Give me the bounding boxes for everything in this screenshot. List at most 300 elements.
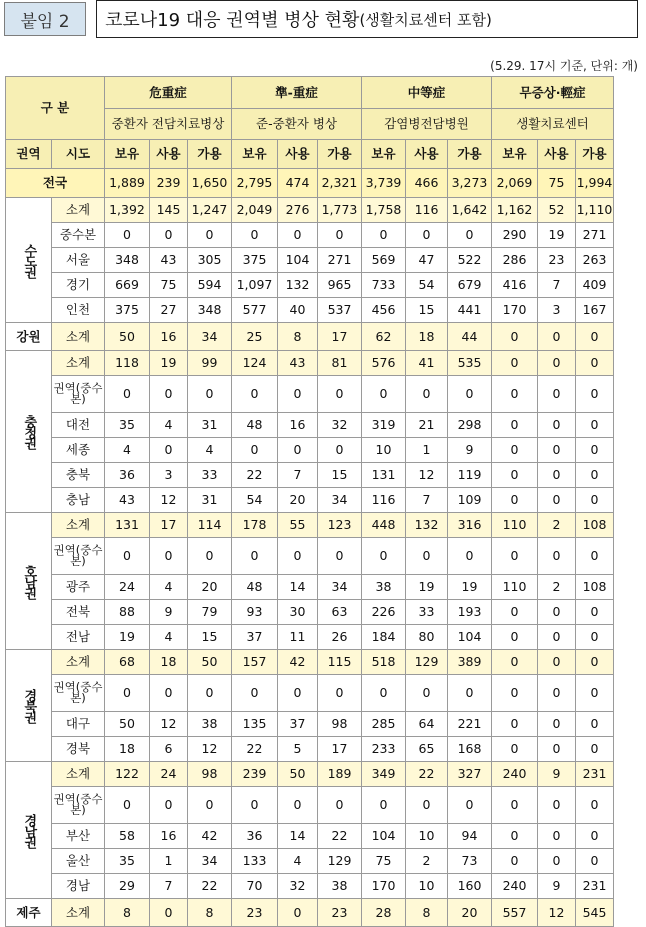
value-cell: 0 — [406, 675, 448, 712]
value-cell: 0 — [538, 737, 576, 762]
value-cell: 38 — [188, 712, 232, 737]
value-cell: 0 — [492, 538, 538, 575]
value-cell: 124 — [232, 351, 278, 376]
national-value: 75 — [538, 169, 576, 198]
value-cell: 0 — [576, 650, 614, 675]
table-row — [6, 463, 614, 488]
table-row — [6, 737, 614, 762]
value-cell: 0 — [492, 376, 538, 413]
header-gubun: 구 분 — [6, 77, 105, 140]
header-metric: 사용 — [406, 140, 448, 169]
value-cell: 36 — [232, 824, 278, 849]
value-cell: 0 — [318, 438, 362, 463]
value-cell: 0 — [278, 376, 318, 413]
value-cell: 70 — [232, 874, 278, 899]
value-cell: 0 — [318, 376, 362, 413]
value-cell: 94 — [448, 824, 492, 849]
value-cell: 75 — [362, 849, 406, 874]
sido-label: 권역(중수본) — [52, 675, 105, 712]
value-cell: 0 — [105, 538, 150, 575]
value-cell: 0 — [576, 376, 614, 413]
value-cell: 535 — [448, 351, 492, 376]
value-cell: 19 — [406, 575, 448, 600]
value-cell: 0 — [492, 650, 538, 675]
sido-label: 세종 — [52, 438, 105, 463]
attachment-tag-label: 붙임 2 — [20, 11, 70, 32]
value-cell: 42 — [278, 650, 318, 675]
table-row — [6, 824, 614, 849]
value-cell: 20 — [448, 899, 492, 927]
value-cell: 537 — [318, 298, 362, 323]
value-cell: 4 — [105, 438, 150, 463]
value-cell: 38 — [318, 874, 362, 899]
value-cell: 0 — [538, 625, 576, 650]
value-cell: 131 — [105, 513, 150, 538]
value-cell: 0 — [278, 787, 318, 824]
value-cell: 0 — [576, 625, 614, 650]
value-cell: 0 — [492, 675, 538, 712]
value-cell: 32 — [278, 874, 318, 899]
value-cell: 0 — [232, 223, 278, 248]
national-value: 2,795 — [232, 169, 278, 198]
value-cell: 221 — [448, 712, 492, 737]
header-metric: 보유 — [492, 140, 538, 169]
value-cell: 0 — [150, 223, 188, 248]
header-group-sub: 감염병전담병원 — [362, 109, 492, 140]
header-group-name: 危重症 — [105, 77, 232, 109]
header-metric: 사용 — [538, 140, 576, 169]
value-cell: 456 — [362, 298, 406, 323]
header-metric: 가용 — [188, 140, 232, 169]
value-cell: 348 — [105, 248, 150, 273]
value-cell: 12 — [188, 737, 232, 762]
value-cell: 0 — [362, 675, 406, 712]
sido-label: 소계 — [52, 899, 105, 927]
value-cell: 0 — [448, 223, 492, 248]
value-cell: 12 — [150, 488, 188, 513]
region-label: 호남권 — [6, 513, 52, 650]
value-cell: 110 — [492, 513, 538, 538]
value-cell: 19 — [150, 351, 188, 376]
value-cell: 0 — [492, 600, 538, 625]
value-cell: 48 — [232, 575, 278, 600]
value-cell: 4 — [150, 625, 188, 650]
value-cell: 123 — [318, 513, 362, 538]
value-cell: 19 — [538, 223, 576, 248]
value-cell: 0 — [492, 824, 538, 849]
value-cell: 0 — [538, 538, 576, 575]
sido-label: 인천 — [52, 298, 105, 323]
value-cell: 0 — [188, 223, 232, 248]
value-cell: 0 — [362, 538, 406, 575]
table-row — [6, 849, 614, 874]
value-cell: 286 — [492, 248, 538, 273]
table-row — [6, 712, 614, 737]
region-label: 충청권 — [6, 351, 52, 513]
value-cell: 35 — [105, 849, 150, 874]
value-cell: 116 — [406, 198, 448, 223]
value-cell: 240 — [492, 874, 538, 899]
national-value: 1,994 — [576, 169, 614, 198]
value-cell: 0 — [576, 600, 614, 625]
value-cell: 0 — [576, 413, 614, 438]
value-cell: 276 — [278, 198, 318, 223]
header-region: 권역 — [6, 140, 52, 169]
table-row — [6, 298, 614, 323]
value-cell: 20 — [188, 575, 232, 600]
value-cell: 569 — [362, 248, 406, 273]
value-cell: 93 — [232, 600, 278, 625]
header-row-groups — [6, 77, 614, 109]
value-cell: 15 — [188, 625, 232, 650]
value-cell: 23 — [538, 248, 576, 273]
value-cell: 4 — [150, 413, 188, 438]
value-cell: 108 — [576, 513, 614, 538]
subtotal-row — [6, 650, 614, 675]
value-cell: 0 — [188, 376, 232, 413]
sido-label: 소계 — [52, 198, 105, 223]
value-cell: 48 — [232, 413, 278, 438]
value-cell: 0 — [576, 712, 614, 737]
header-group-sub: 생활치료센터 — [492, 109, 614, 140]
value-cell: 0 — [492, 438, 538, 463]
value-cell: 38 — [362, 575, 406, 600]
value-cell: 18 — [150, 650, 188, 675]
value-cell: 20 — [278, 488, 318, 513]
value-cell: 0 — [538, 488, 576, 513]
sido-label: 대전 — [52, 413, 105, 438]
value-cell: 0 — [232, 438, 278, 463]
national-label: 전국 — [6, 169, 105, 198]
table-row — [6, 248, 614, 273]
sido-label: 울산 — [52, 849, 105, 874]
value-cell: 0 — [150, 787, 188, 824]
value-cell: 9 — [448, 438, 492, 463]
value-cell: 14 — [278, 575, 318, 600]
header-metric: 가용 — [576, 140, 614, 169]
value-cell: 19 — [105, 625, 150, 650]
value-cell: 0 — [232, 376, 278, 413]
value-cell: 131 — [362, 463, 406, 488]
value-cell: 79 — [188, 600, 232, 625]
value-cell: 160 — [448, 874, 492, 899]
value-cell: 0 — [492, 413, 538, 438]
value-cell: 24 — [150, 762, 188, 787]
value-cell: 0 — [150, 438, 188, 463]
header-group-sub: 준-중환자 병상 — [232, 109, 362, 140]
value-cell: 0 — [318, 787, 362, 824]
value-cell: 5 — [278, 737, 318, 762]
table-row — [6, 675, 614, 712]
value-cell: 0 — [576, 488, 614, 513]
value-cell: 9 — [538, 874, 576, 899]
value-cell: 27 — [150, 298, 188, 323]
value-cell: 24 — [105, 575, 150, 600]
value-cell: 0 — [492, 625, 538, 650]
value-cell: 0 — [492, 737, 538, 762]
value-cell: 1 — [150, 849, 188, 874]
value-cell: 0 — [538, 413, 576, 438]
sido-label: 전남 — [52, 625, 105, 650]
value-cell: 178 — [232, 513, 278, 538]
table-row — [6, 438, 614, 463]
value-cell: 0 — [318, 675, 362, 712]
value-cell: 518 — [362, 650, 406, 675]
value-cell: 0 — [448, 376, 492, 413]
value-cell: 132 — [278, 273, 318, 298]
document-title — [96, 0, 638, 38]
value-cell: 409 — [576, 273, 614, 298]
value-cell: 271 — [576, 223, 614, 248]
header-metric: 사용 — [278, 140, 318, 169]
value-cell: 37 — [278, 712, 318, 737]
header-metric: 보유 — [232, 140, 278, 169]
unit-note: (5.29. 17시 기준, 단위: 개) — [490, 59, 638, 73]
region-label: 강원 — [6, 323, 52, 351]
header-row-metrics — [6, 140, 614, 169]
value-cell: 0 — [538, 323, 576, 351]
value-cell: 0 — [576, 787, 614, 824]
header-metric: 가용 — [318, 140, 362, 169]
value-cell: 0 — [576, 323, 614, 351]
value-cell: 25 — [232, 323, 278, 351]
region-label: 제주 — [6, 899, 52, 927]
value-cell: 1,162 — [492, 198, 538, 223]
value-cell: 50 — [105, 712, 150, 737]
sido-label: 경북 — [52, 737, 105, 762]
value-cell: 2 — [538, 513, 576, 538]
value-cell: 3 — [538, 298, 576, 323]
national-value: 2,321 — [318, 169, 362, 198]
national-value: 1,650 — [188, 169, 232, 198]
value-cell: 104 — [278, 248, 318, 273]
value-cell: 1,773 — [318, 198, 362, 223]
subtotal-row — [6, 198, 614, 223]
value-cell: 12 — [406, 463, 448, 488]
value-cell: 114 — [188, 513, 232, 538]
value-cell: 576 — [362, 351, 406, 376]
header-group-name: 中等症 — [362, 77, 492, 109]
value-cell: 0 — [538, 600, 576, 625]
header-group-name: 무증상·輕症 — [492, 77, 614, 109]
value-cell: 263 — [576, 248, 614, 273]
sido-label: 소계 — [52, 762, 105, 787]
value-cell: 11 — [278, 625, 318, 650]
value-cell: 133 — [232, 849, 278, 874]
value-cell: 23 — [318, 899, 362, 927]
value-cell: 577 — [232, 298, 278, 323]
value-cell: 7 — [278, 463, 318, 488]
value-cell: 0 — [232, 787, 278, 824]
sido-label: 광주 — [52, 575, 105, 600]
value-cell: 290 — [492, 223, 538, 248]
value-cell: 115 — [318, 650, 362, 675]
value-cell: 8 — [188, 899, 232, 927]
value-cell: 129 — [318, 849, 362, 874]
header-group-sub: 중환자 전담치료병상 — [105, 109, 232, 140]
attachment-tag — [4, 2, 86, 36]
value-cell: 32 — [318, 413, 362, 438]
value-cell: 18 — [105, 737, 150, 762]
value-cell: 16 — [150, 824, 188, 849]
value-cell: 43 — [278, 351, 318, 376]
value-cell: 545 — [576, 899, 614, 927]
value-cell: 17 — [318, 737, 362, 762]
value-cell: 231 — [576, 874, 614, 899]
value-cell: 58 — [105, 824, 150, 849]
value-cell: 348 — [188, 298, 232, 323]
sido-label: 부산 — [52, 824, 105, 849]
value-cell: 10 — [362, 438, 406, 463]
value-cell: 0 — [576, 438, 614, 463]
value-cell: 9 — [150, 600, 188, 625]
value-cell: 99 — [188, 351, 232, 376]
value-cell: 22 — [318, 824, 362, 849]
value-cell: 0 — [278, 675, 318, 712]
value-cell: 33 — [406, 600, 448, 625]
value-cell: 0 — [492, 488, 538, 513]
value-cell: 23 — [232, 899, 278, 927]
value-cell: 0 — [278, 899, 318, 927]
value-cell: 35 — [105, 413, 150, 438]
value-cell: 0 — [278, 223, 318, 248]
value-cell: 0 — [576, 463, 614, 488]
value-cell: 64 — [406, 712, 448, 737]
value-cell: 448 — [362, 513, 406, 538]
value-cell: 28 — [362, 899, 406, 927]
value-cell: 122 — [105, 762, 150, 787]
value-cell: 271 — [318, 248, 362, 273]
value-cell: 594 — [188, 273, 232, 298]
value-cell: 389 — [448, 650, 492, 675]
table-row — [6, 488, 614, 513]
value-cell: 965 — [318, 273, 362, 298]
value-cell: 17 — [318, 323, 362, 351]
value-cell: 21 — [406, 413, 448, 438]
value-cell: 0 — [576, 737, 614, 762]
region-label: 경남권 — [6, 762, 52, 899]
sido-label: 권역(중수본) — [52, 787, 105, 824]
title-main: 코로나19 대응 권역별 병상 현황 — [105, 10, 360, 31]
table-row — [6, 223, 614, 248]
table-row — [6, 273, 614, 298]
value-cell: 0 — [188, 675, 232, 712]
value-cell: 1,247 — [188, 198, 232, 223]
value-cell: 15 — [406, 298, 448, 323]
header-sido: 시도 — [52, 140, 105, 169]
value-cell: 34 — [318, 488, 362, 513]
table-row — [6, 625, 614, 650]
value-cell: 0 — [538, 787, 576, 824]
value-cell: 40 — [278, 298, 318, 323]
value-cell: 316 — [448, 513, 492, 538]
sido-label: 권역(중수본) — [52, 376, 105, 413]
value-cell: 0 — [492, 351, 538, 376]
value-cell: 0 — [150, 899, 188, 927]
value-cell: 170 — [362, 874, 406, 899]
value-cell: 19 — [448, 575, 492, 600]
value-cell: 0 — [538, 438, 576, 463]
value-cell: 285 — [362, 712, 406, 737]
region-label: 경북권 — [6, 650, 52, 762]
value-cell: 0 — [278, 538, 318, 575]
value-cell: 8 — [105, 899, 150, 927]
subtotal-row — [6, 323, 614, 351]
value-cell: 0 — [105, 376, 150, 413]
value-cell: 0 — [538, 351, 576, 376]
value-cell: 26 — [318, 625, 362, 650]
value-cell: 1,642 — [448, 198, 492, 223]
value-cell: 669 — [105, 273, 150, 298]
value-cell: 14 — [278, 824, 318, 849]
value-cell: 98 — [188, 762, 232, 787]
value-cell: 522 — [448, 248, 492, 273]
value-cell: 52 — [538, 198, 576, 223]
value-cell: 239 — [232, 762, 278, 787]
value-cell: 16 — [150, 323, 188, 351]
value-cell: 29 — [105, 874, 150, 899]
value-cell: 110 — [492, 575, 538, 600]
value-cell: 3 — [150, 463, 188, 488]
value-cell: 0 — [105, 675, 150, 712]
value-cell: 22 — [188, 874, 232, 899]
value-cell: 2,049 — [232, 198, 278, 223]
value-cell: 1,392 — [105, 198, 150, 223]
region-label: 수도권 — [6, 198, 52, 323]
value-cell: 0 — [576, 824, 614, 849]
value-cell: 0 — [538, 650, 576, 675]
value-cell: 0 — [188, 787, 232, 824]
table-row — [6, 575, 614, 600]
value-cell: 7 — [150, 874, 188, 899]
value-cell: 0 — [538, 463, 576, 488]
national-value: 466 — [406, 169, 448, 198]
value-cell: 0 — [105, 787, 150, 824]
value-cell: 305 — [188, 248, 232, 273]
value-cell: 0 — [406, 376, 448, 413]
header-metric: 가용 — [448, 140, 492, 169]
value-cell: 65 — [406, 737, 448, 762]
value-cell: 4 — [278, 849, 318, 874]
bed-status-table — [5, 76, 614, 927]
subtotal-row — [6, 513, 614, 538]
value-cell: 104 — [448, 625, 492, 650]
value-cell: 2 — [538, 575, 576, 600]
value-cell: 50 — [278, 762, 318, 787]
value-cell: 167 — [576, 298, 614, 323]
sido-label: 중수본 — [52, 223, 105, 248]
value-cell: 0 — [576, 351, 614, 376]
value-cell: 0 — [105, 223, 150, 248]
national-value: 1,889 — [105, 169, 150, 198]
value-cell: 55 — [278, 513, 318, 538]
value-cell: 0 — [188, 538, 232, 575]
value-cell: 327 — [448, 762, 492, 787]
sido-label: 경남 — [52, 874, 105, 899]
value-cell: 54 — [406, 273, 448, 298]
value-cell: 15 — [318, 463, 362, 488]
value-cell: 4 — [150, 575, 188, 600]
value-cell: 0 — [538, 675, 576, 712]
value-cell: 31 — [188, 488, 232, 513]
value-cell: 43 — [105, 488, 150, 513]
value-cell: 81 — [318, 351, 362, 376]
sido-label: 소계 — [52, 351, 105, 376]
value-cell: 189 — [318, 762, 362, 787]
header-metric: 보유 — [362, 140, 406, 169]
value-cell: 0 — [492, 712, 538, 737]
value-cell: 62 — [362, 323, 406, 351]
